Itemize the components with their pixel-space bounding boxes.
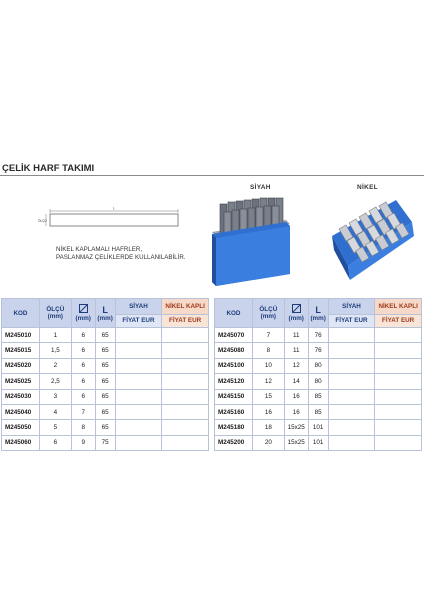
- size-value: 4: [39, 404, 71, 419]
- price-nikel-cell: [162, 404, 209, 419]
- product-note: [56, 246, 186, 262]
- price-table-left: [1, 298, 209, 451]
- size-value: 1,5: [39, 343, 71, 358]
- square-value: 12: [284, 358, 308, 373]
- note-line-1: NİKEL KAPLAMALI HAFRLER,: [56, 246, 143, 253]
- price-siyah-cell: [328, 435, 375, 450]
- product-code: M245120: [215, 374, 253, 389]
- price-siyah-cell: [328, 374, 375, 389]
- price-siyah-cell: [328, 343, 375, 358]
- length-value: 80: [308, 374, 328, 389]
- black-stamp-set-image: [206, 196, 298, 288]
- product-code: M245050: [2, 420, 40, 435]
- product-code: M245070: [215, 328, 253, 343]
- table-row: [215, 404, 422, 419]
- square-value: 6: [71, 343, 95, 358]
- product-code: M245020: [2, 358, 40, 373]
- size-value: 15: [252, 389, 284, 404]
- square-value: 14: [284, 374, 308, 389]
- price-nikel-cell: [375, 404, 422, 419]
- square-value: 16: [284, 389, 308, 404]
- header-fiyat-nikel: FİYAT EUR: [375, 314, 422, 327]
- length-value: 65: [95, 404, 115, 419]
- table-row: [215, 435, 422, 450]
- product-code: M245080: [215, 343, 253, 358]
- size-value: 18: [252, 420, 284, 435]
- product-code: M245200: [215, 435, 253, 450]
- price-nikel-cell: [375, 328, 422, 343]
- table-row: [215, 343, 422, 358]
- header-kod: KOD: [2, 299, 40, 328]
- header-nikel: NİKEL KAPLI: [162, 299, 209, 315]
- price-nikel-cell: [162, 435, 209, 450]
- square-value: 11: [284, 328, 308, 343]
- size-value: 5: [39, 420, 71, 435]
- stamp-dimension-diagram: [38, 206, 188, 236]
- length-value: 80: [308, 358, 328, 373]
- square-value: 6: [71, 389, 95, 404]
- square-value: 9: [71, 435, 95, 450]
- square-value: 6: [71, 358, 95, 373]
- price-siyah-cell: [328, 389, 375, 404]
- size-value: 10: [252, 358, 284, 373]
- black-set-label: SİYAH: [250, 184, 271, 191]
- table-row: [215, 389, 422, 404]
- price-siyah-cell: [115, 420, 162, 435]
- square-value: 15x25: [284, 435, 308, 450]
- length-label: L: [113, 206, 115, 211]
- price-siyah-cell: [115, 343, 162, 358]
- price-nikel-cell: [375, 435, 422, 450]
- length-value: 85: [308, 389, 328, 404]
- price-siyah-cell: [328, 328, 375, 343]
- table-row: [215, 328, 422, 343]
- price-nikel-cell: [162, 389, 209, 404]
- price-siyah-cell: [115, 374, 162, 389]
- page-title: ÇELİK HARF TAKIMI: [2, 163, 95, 174]
- price-siyah-cell: [115, 435, 162, 450]
- table-row: [215, 374, 422, 389]
- length-value: 76: [308, 343, 328, 358]
- product-code: M245015: [2, 343, 40, 358]
- price-siyah-cell: [328, 420, 375, 435]
- square-dimension-icon: [72, 304, 95, 315]
- table-row: [2, 328, 209, 343]
- size-value: 12: [252, 374, 284, 389]
- header-l: L (mm): [95, 299, 115, 328]
- header-nikel: NİKEL KAPLI: [375, 299, 422, 315]
- square-value: 6: [71, 374, 95, 389]
- price-table-right: [214, 298, 422, 451]
- header-siyah: SİYAH: [328, 299, 375, 315]
- price-siyah-cell: [328, 404, 375, 419]
- price-nikel-cell: [162, 358, 209, 373]
- price-nikel-cell: [375, 358, 422, 373]
- header-olcu: ÖLÇÜ (mm): [39, 299, 71, 328]
- length-value: 65: [95, 328, 115, 343]
- price-siyah-cell: [115, 404, 162, 419]
- header-fiyat-siyah: FİYAT EUR: [328, 314, 375, 327]
- note-line-2: PASLANMAZ ÇELİKLERDE KULLANILABİLİR.: [56, 254, 186, 261]
- table-row: [215, 420, 422, 435]
- length-value: 65: [95, 374, 115, 389]
- length-value: 76: [308, 328, 328, 343]
- stamp-outline: [50, 214, 178, 226]
- price-nikel-cell: [162, 343, 209, 358]
- header-fiyat-nikel: FİYAT EUR: [162, 314, 209, 327]
- size-value: 16: [252, 404, 284, 419]
- price-nikel-cell: [375, 343, 422, 358]
- square-value: 11: [284, 343, 308, 358]
- size-value: 2,5: [39, 374, 71, 389]
- height-label: ÖLÇÜ: [38, 219, 47, 223]
- header-square: (mm): [284, 299, 308, 328]
- product-code: M245100: [215, 358, 253, 373]
- price-nikel-cell: [375, 420, 422, 435]
- price-siyah-cell: [115, 358, 162, 373]
- price-nikel-cell: [162, 328, 209, 343]
- header-fiyat-siyah: FİYAT EUR: [115, 314, 162, 327]
- square-value: 7: [71, 404, 95, 419]
- price-siyah-cell: [328, 358, 375, 373]
- size-value: 3: [39, 389, 71, 404]
- length-value: 65: [95, 343, 115, 358]
- title-divider: [0, 175, 424, 176]
- product-code: M245160: [215, 404, 253, 419]
- nickel-stamp-set-image: [322, 196, 418, 288]
- table-row: [215, 358, 422, 373]
- price-nikel-cell: [375, 374, 422, 389]
- size-value: 2: [39, 358, 71, 373]
- table-row: [2, 404, 209, 419]
- size-value: 6: [39, 435, 71, 450]
- header-l: L (mm): [308, 299, 328, 328]
- length-value: 101: [308, 435, 328, 450]
- table-row: [2, 420, 209, 435]
- product-code: M245010: [2, 328, 40, 343]
- table-row: [2, 374, 209, 389]
- price-siyah-cell: [115, 389, 162, 404]
- size-value: 8: [252, 343, 284, 358]
- price-nikel-cell: [375, 389, 422, 404]
- square-value: 15x25: [284, 420, 308, 435]
- length-value: 101: [308, 420, 328, 435]
- product-code: M245060: [2, 435, 40, 450]
- price-nikel-cell: [162, 374, 209, 389]
- price-siyah-cell: [115, 328, 162, 343]
- square-value: 6: [71, 328, 95, 343]
- product-code: M245180: [215, 420, 253, 435]
- square-dimension-icon: [285, 304, 308, 315]
- product-code: M245025: [2, 374, 40, 389]
- size-value: 20: [252, 435, 284, 450]
- header-olcu: ÖLÇÜ (mm): [252, 299, 284, 328]
- header-kod: KOD: [215, 299, 253, 328]
- size-value: 1: [39, 328, 71, 343]
- header-square: (mm): [71, 299, 95, 328]
- length-value: 65: [95, 420, 115, 435]
- product-code: M245150: [215, 389, 253, 404]
- table-row: [2, 389, 209, 404]
- length-value: 65: [95, 358, 115, 373]
- product-code: M245040: [2, 404, 40, 419]
- length-value: 75: [95, 435, 115, 450]
- table-row: [2, 435, 209, 450]
- product-code: M245030: [2, 389, 40, 404]
- table-row: [2, 343, 209, 358]
- length-value: 65: [95, 389, 115, 404]
- price-nikel-cell: [162, 420, 209, 435]
- size-value: 7: [252, 328, 284, 343]
- nickel-set-label: NİKEL: [357, 184, 378, 191]
- table-row: [2, 358, 209, 373]
- square-value: 16: [284, 404, 308, 419]
- header-siyah: SİYAH: [115, 299, 162, 315]
- square-value: 8: [71, 420, 95, 435]
- length-value: 85: [308, 404, 328, 419]
